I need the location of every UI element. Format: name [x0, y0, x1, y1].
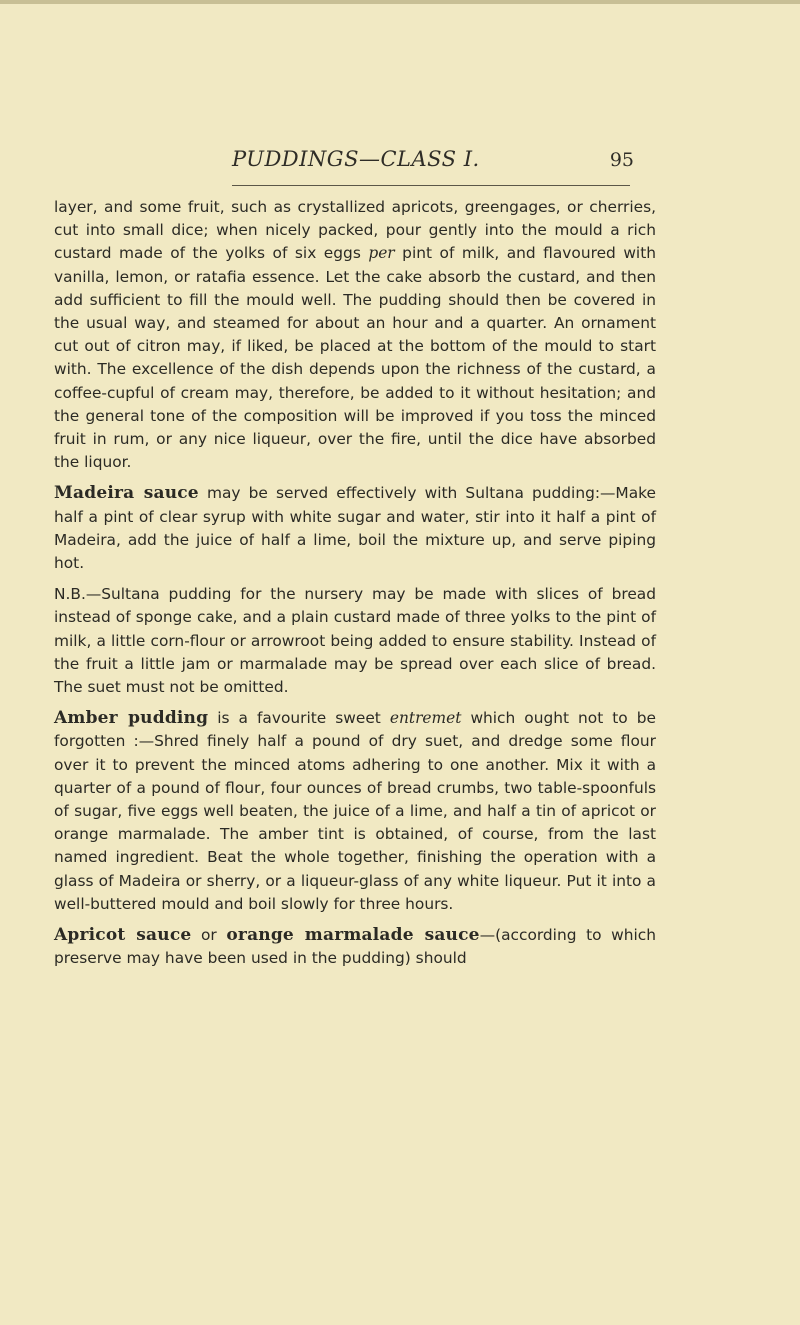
text-run: which ought not to be forgotten :—Shred finely half a pound of dry suet, and dredge some flour over it to prevent the minced atoms adhering to one another. Mix it with a quarter of a pound of flour, four ounces of bread crumbs, two table-spoonfuls of sugar, five eggs well beaten, the juice of a lime, and half a tin of apricot or orange marmalade. The amber tint is obtained, of course, from the last named ingredient. Beat the whole together, finishing the operation with a glass of Madeira or sherry, or a liqueur-glass of any white liqueur. Put it into a well-buttered mould and boil slowly for three hours.: [54, 709, 656, 913]
recipe-heading-orange-marmalade-sauce: orange marmalade sauce: [226, 925, 480, 946]
recipe-heading-amber-pudding: Amber pudding: [54, 708, 209, 729]
text-run: pint of milk, and flavoured with vanilla, lemon, or ratafia essence. Let the cake absorb the custard, and then add sufficient to fill the mould well. The pudding should then be covered in the usual way, and steamed for about an hour and a quarter. An ornament cut out of citron may, if liked, be placed at the bottom of the mould to start with. The excellence of the dish depends upon the richness of the custard, a coffee-cupful of cream may, therefore, be added to it without hesitation; and the general tone of the composition will be improved if you toss the minced fruit in rum, or any nice liqueur, over the fire, until the dice have absorbed the liquor.: [54, 244, 656, 472]
text-run: —(according to which preserve may have been used in the pudding) should: [54, 926, 656, 968]
text-run: or: [191, 926, 227, 945]
body-text: [54, 196, 656, 971]
recipe-heading-apricot-sauce: Apricot sauce: [54, 925, 192, 946]
running-header: [232, 147, 634, 187]
recipe-heading-madeira-sauce: Madeira sauce: [54, 483, 199, 504]
paragraph-madeira-sauce: [54, 482, 656, 575]
text-run: may be served effectively with Sultana pudding:—Make half a pint of clear syrup with white sugar and water, stir into it half a pint of Madeira, add the juice of half a lime, boil the mixture up, and serve piping hot.: [54, 484, 656, 573]
page-number: 95: [609, 149, 634, 171]
text-run: is a favourite sweet: [208, 709, 390, 728]
text-run: N.B.—Sultana pudding for the nursery may be made with slices of bread instead of sponge cake, and a plain custard made of three yolks to the pint of milk, a little corn-flour or arrowroot being added to ensure stability. Instead of the fruit a little jam or marmalade may be spread over each slice of bread. The suet must not be omitted.: [54, 585, 656, 697]
header-divider: [232, 185, 630, 186]
page-top-edge: [0, 0, 800, 4]
paragraph-nb-nursery: [54, 583, 656, 699]
paragraph-apricot-sauce: [54, 924, 656, 970]
paragraph-sultana-continued: [54, 196, 656, 474]
italic-per: per: [368, 244, 395, 263]
italic-entremet: entremet: [389, 709, 462, 728]
text-run: layer, and some fruit, such as crystallized apricots, greengages, or cherries, cut into small dice; when nicely packed, pour gently into the mould a rich custard made of the yolks of six eggs: [54, 198, 656, 263]
paragraph-amber-pudding: [54, 707, 656, 916]
header-title: PUDDINGS—CLASS I.: [232, 147, 480, 171]
